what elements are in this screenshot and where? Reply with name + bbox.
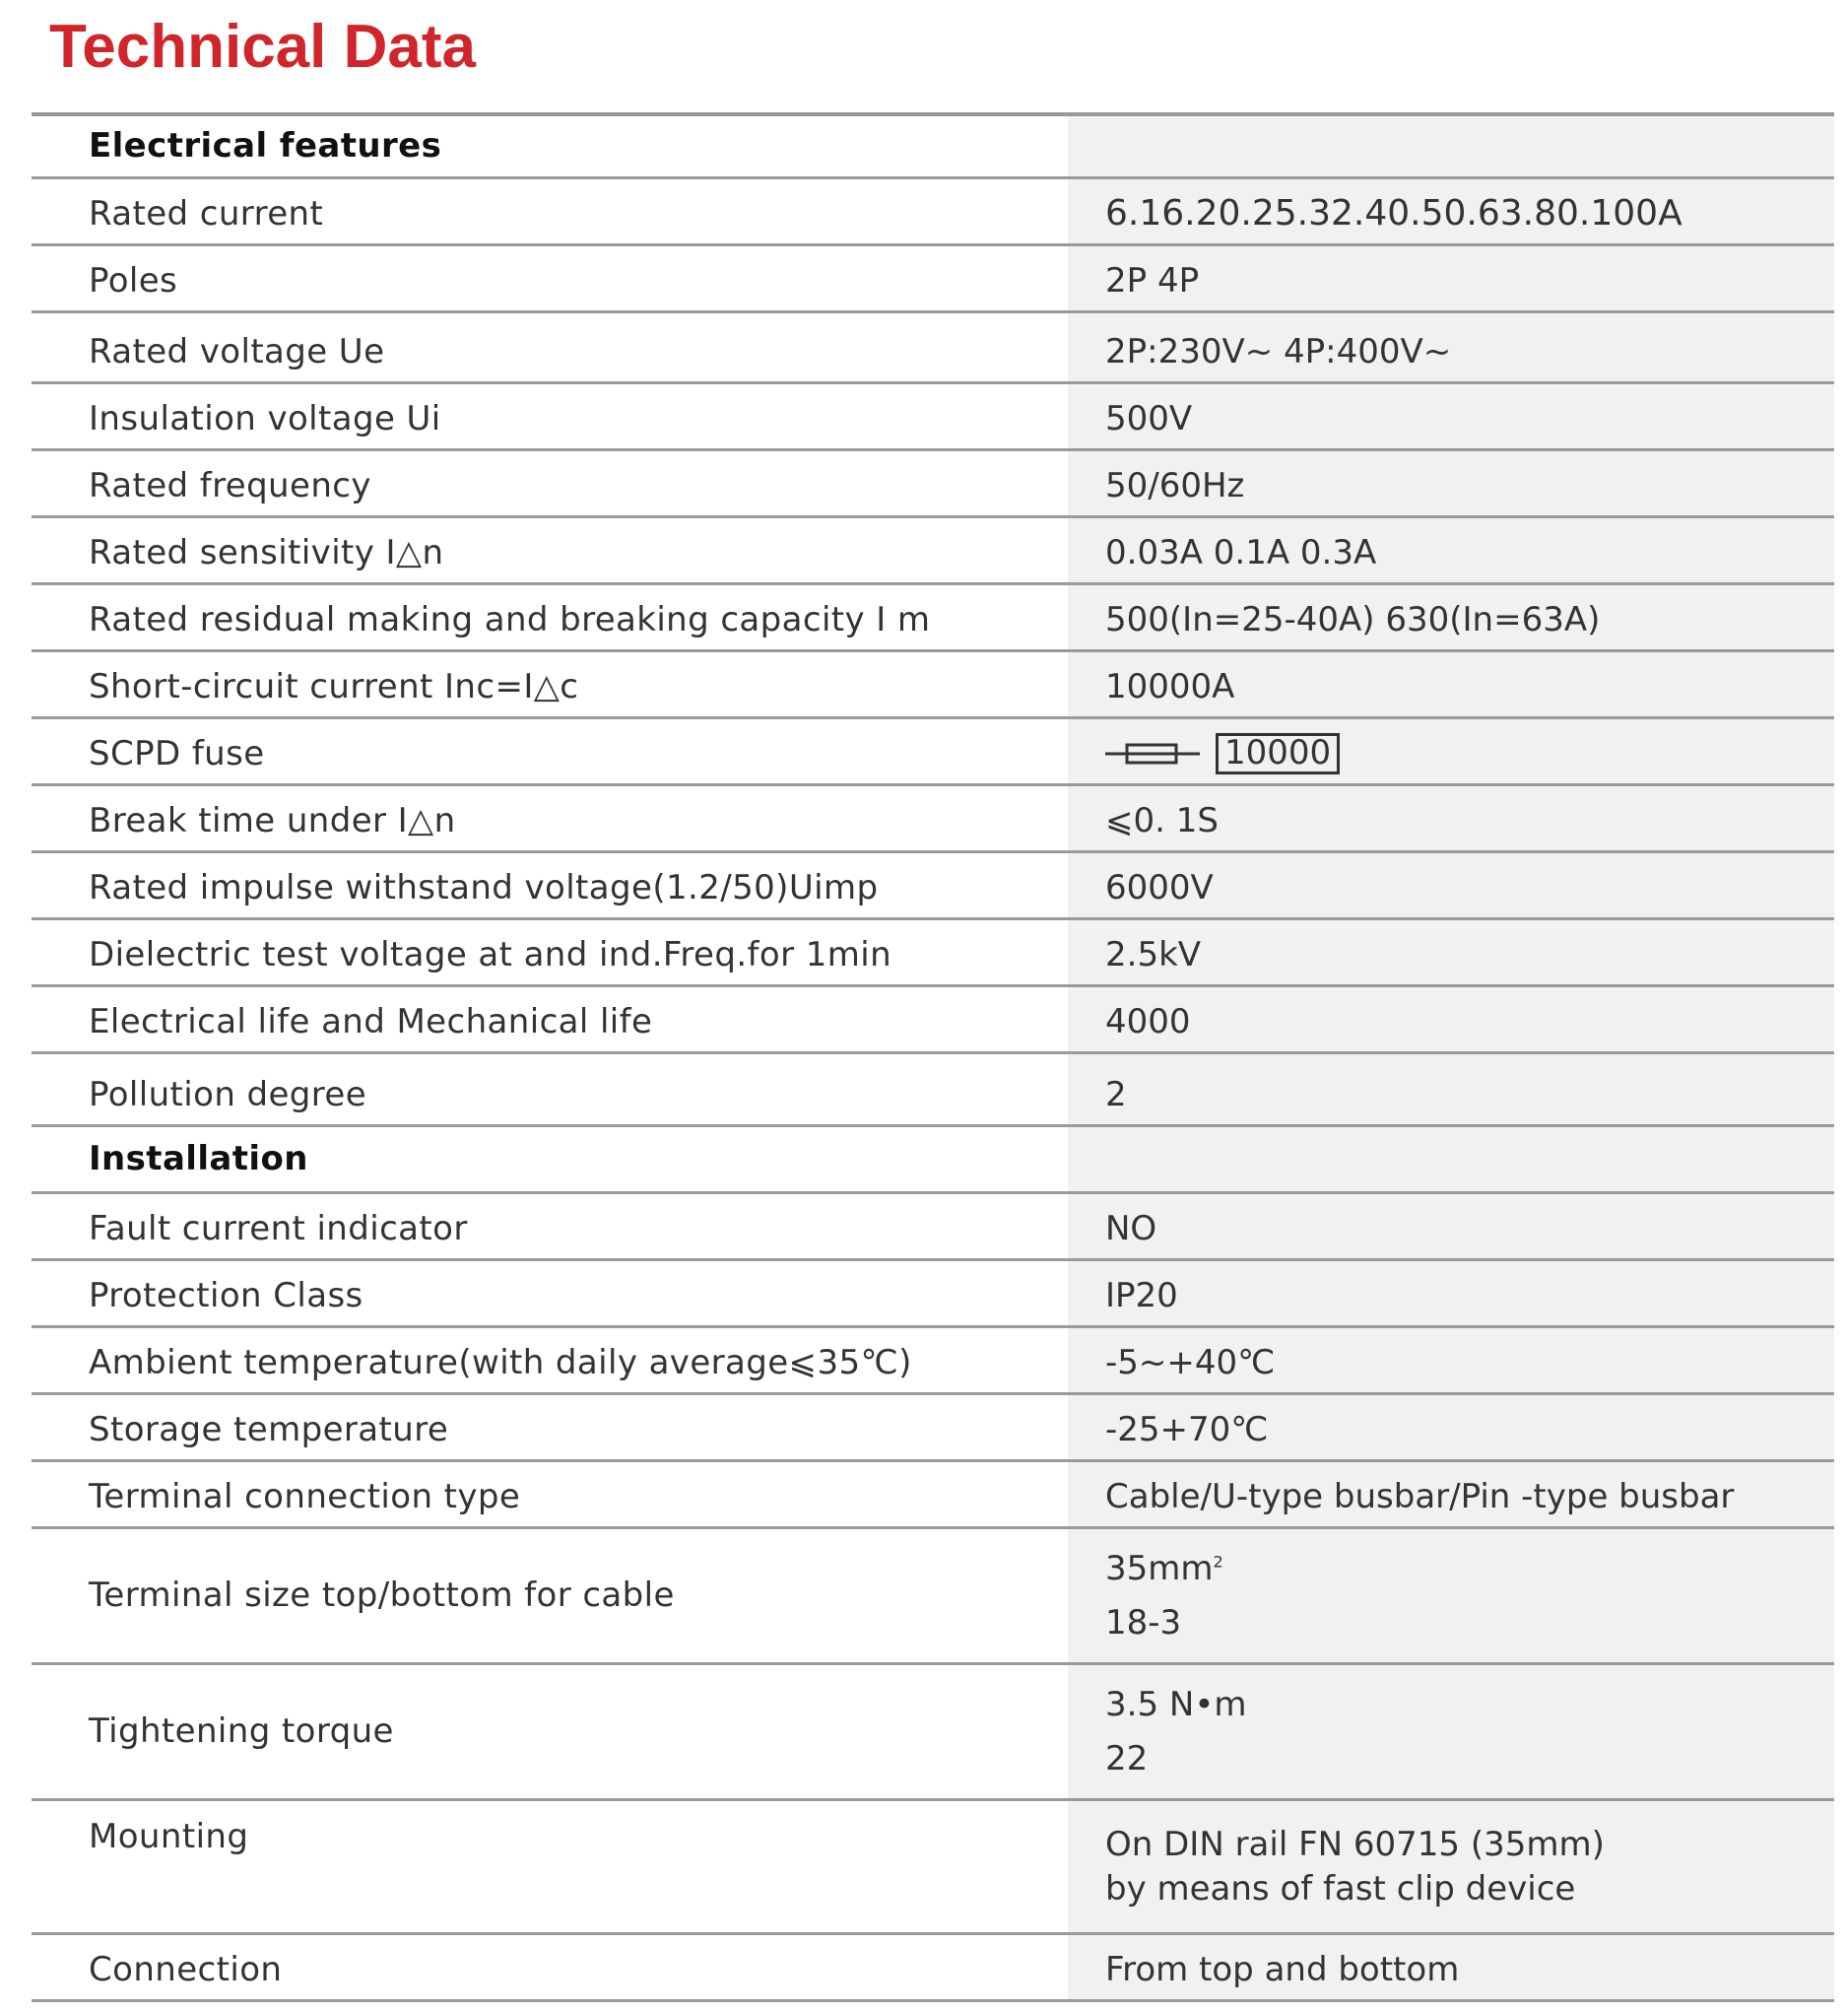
table-row [32, 1194, 1834, 1261]
row-value: 2.5kV [1068, 920, 1834, 984]
row-value: 6000V [1068, 853, 1834, 917]
row-label: Rated residual making and breaking capacity I m [89, 600, 931, 640]
table-row [32, 179, 1834, 246]
table-row [32, 313, 1834, 384]
table-row [32, 1261, 1834, 1328]
page-title: Technical Data [49, 13, 477, 81]
value-line: 22 [1105, 1738, 1149, 1778]
value-line: On DIN rail FN 60715 (35mm) [1105, 1824, 1605, 1864]
superscript: 2 [1213, 1552, 1223, 1572]
row-value: From top and bottom [1068, 1935, 1834, 1999]
row-label: Poles [89, 261, 178, 302]
row-label: Mounting [89, 1817, 249, 1856]
table-row [32, 1462, 1834, 1529]
table-row [32, 1801, 1834, 1935]
table-row [32, 585, 1834, 652]
table-row [32, 1665, 1834, 1801]
fuse-rating-value: 10000 [1216, 733, 1340, 774]
row-label: Electrical life and Mechanical life [89, 1002, 653, 1042]
row-label: Ambient temperature(with daily average⩽35℃) [89, 1343, 912, 1383]
table-row [32, 987, 1834, 1054]
row-label: Short-circuit current Inc=I△c [89, 667, 579, 707]
value-line: 18-3 [1105, 1602, 1182, 1643]
row-label: Insulation voltage Ui [89, 399, 441, 439]
row-label: Protection Class [89, 1276, 363, 1316]
row-value: 500(In=25-40A) 630(In=63A) [1068, 585, 1834, 649]
table-row [32, 1054, 1834, 1127]
row-label: Pollution degree [89, 1075, 367, 1115]
row-label: Rated current [89, 194, 324, 235]
technical-data-table [32, 112, 1834, 2002]
row-value: IP20 [1068, 1261, 1834, 1325]
row-label: Rated impulse withstand voltage(1.2/50)Uimp [89, 868, 879, 908]
row-value: 2 [1068, 1054, 1834, 1124]
row-value: ⩽0. 1S [1068, 786, 1834, 850]
section-title: Installation [89, 1139, 308, 1179]
row-value: 50/60Hz [1068, 451, 1834, 515]
row-label: Rated frequency [89, 466, 371, 506]
row-label: Break time under I△n [89, 801, 456, 841]
row-value: NO [1068, 1194, 1834, 1258]
table-row [32, 853, 1834, 920]
row-label: Dielectric test voltage at and ind.Freq.for 1min [89, 935, 892, 975]
section-header-electrical [32, 116, 1834, 179]
value-line: 3.5 N•m [1105, 1684, 1247, 1724]
row-value [1068, 1529, 1834, 1662]
fuse-icon [1105, 739, 1200, 769]
row-value: -25+70℃ [1068, 1395, 1834, 1459]
row-value: 10000A [1068, 652, 1834, 716]
table-row [32, 518, 1834, 585]
value-text: 35mm [1105, 1548, 1214, 1588]
row-value: 4000 [1068, 987, 1834, 1051]
row-value: -5~+40℃ [1068, 1328, 1834, 1392]
row-label: Tightening torque [89, 1711, 394, 1752]
row-label: Storage temperature [89, 1410, 449, 1450]
value-line [1105, 1549, 1834, 1589]
section-value-empty [1068, 1127, 1834, 1191]
table-row [32, 1529, 1834, 1665]
row-value: 500V [1068, 384, 1834, 448]
section-value-empty [1068, 116, 1834, 176]
row-value: 6.16.20.25.32.40.50.63.80.100A [1068, 179, 1834, 243]
table-row [32, 786, 1834, 853]
fuse-rating [1105, 733, 1834, 774]
row-value [1068, 1801, 1834, 1932]
row-label: Rated sensitivity I△n [89, 533, 444, 573]
table-row [32, 246, 1834, 313]
value-line: by means of fast clip device [1105, 1868, 1576, 1909]
section-header-installation [32, 1127, 1834, 1194]
row-label: Terminal size top/bottom for cable [89, 1576, 675, 1616]
table-row [32, 920, 1834, 987]
row-value [1068, 1665, 1834, 1798]
row-label: SCPD fuse [89, 734, 265, 774]
row-label: Terminal connection type [89, 1477, 521, 1517]
row-label: Rated voltage Ue [89, 332, 385, 372]
section-title: Electrical features [89, 126, 442, 167]
row-value: 2P:230V~ 4P:400V~ [1068, 313, 1834, 381]
row-label: Connection [89, 1950, 283, 1990]
table-row [32, 652, 1834, 719]
row-label: Fault current indicator [89, 1209, 468, 1249]
table-row [32, 719, 1834, 786]
table-row [32, 1395, 1834, 1462]
row-value [1068, 719, 1834, 783]
table-row [32, 451, 1834, 518]
table-row [32, 1328, 1834, 1395]
row-value: Cable/U-type busbar/Pin -type busbar [1068, 1462, 1834, 1526]
row-value: 0.03A 0.1A 0.3A [1068, 518, 1834, 582]
row-value: 2P 4P [1068, 246, 1834, 310]
table-row [32, 1935, 1834, 2002]
table-row [32, 384, 1834, 451]
